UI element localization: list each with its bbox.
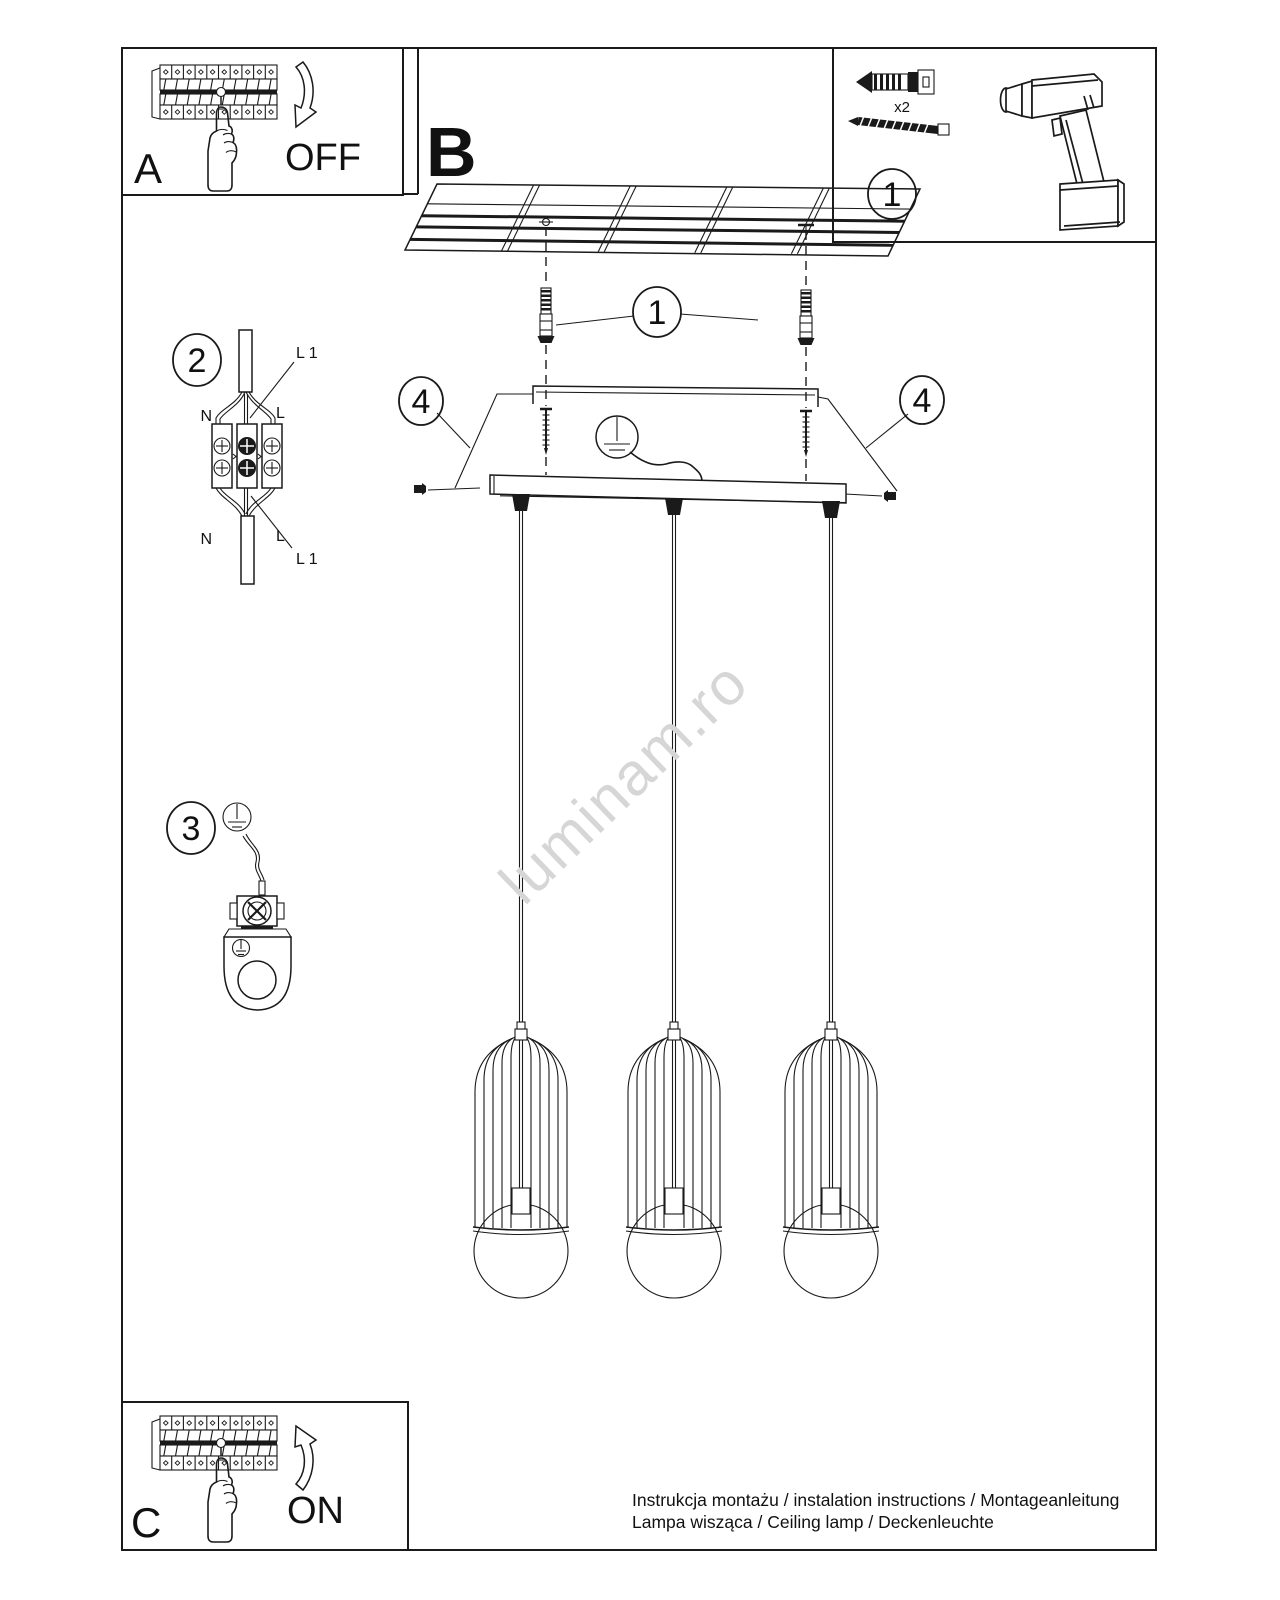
breaker-panel-icon [152,65,277,191]
ground-symbol-icon [223,803,251,831]
pendant-lamp [626,1022,722,1298]
l1-top-label: L 1 [296,345,318,362]
screw-icon [848,116,949,135]
wires-bottom [216,488,275,516]
side-screw-icon [845,490,896,502]
off-label: OFF [285,137,361,179]
ground-symbol-icon [596,416,638,458]
arrow-up-icon [295,1426,316,1490]
mounting-bracket [533,386,818,407]
pendant-lamp [473,1022,569,1298]
terminal-block-diagram [173,330,318,584]
cord-grip [822,501,840,518]
l-top-label: L [276,405,285,422]
cable [239,330,252,392]
watermark: luminam.ro [486,648,761,917]
callout-4-right-badge [866,376,944,448]
svg-text:4: 4 [912,382,932,420]
arrow-down-icon [295,62,316,127]
svg-text:2: 2 [187,342,207,380]
callout-3-badge [167,802,215,854]
callout-2-badge [173,334,221,386]
l1-top-leader [250,362,294,418]
drill-hole-mark [539,219,553,226]
side-screw-icon [414,483,480,495]
parts-box [833,48,1156,242]
ground-wire [243,834,265,895]
pendant-lamp [783,1022,879,1298]
l1-bottom-leader [251,496,292,548]
cord-grip [512,494,530,511]
wall-plug-icon [798,290,815,345]
svg-text:1: 1 [647,294,667,332]
guide-line-left [455,394,533,488]
mounting-screw-icon [540,409,552,455]
ground-wire-diagram [167,802,291,1010]
ceiling-drawing [405,184,920,256]
ground-wire [630,452,702,480]
footer-line-2: Lampa wisząca / Ceiling lamp / Deckenleuchte [632,1512,994,1532]
l1-bottom-label: L 1 [296,551,318,568]
power-on-panel [122,1402,408,1550]
drill-icon [1001,74,1125,230]
svg-text:4: 4 [411,383,431,421]
footer-line-1: Instrukcja montażu / instalation instructions / Montageanleitung [632,1490,1120,1510]
panel-c-label: C [131,1499,162,1546]
step-1-badge [868,169,916,219]
panel-a-label: A [134,145,163,192]
n-top-label: N [200,408,212,425]
section-b-label: B [426,113,477,191]
mounting-ring [224,929,291,1010]
guide-line-right [818,397,897,491]
on-label: ON [287,1490,344,1532]
wall-plug-icon [538,288,555,343]
svg-text:1: 1 [882,176,902,214]
footer-text [632,1490,1119,1532]
breaker-panel-icon [152,1416,277,1542]
anchor-qty-label: x2 [894,99,910,116]
l-bottom-label: L [276,528,285,545]
power-off-panel [122,48,418,195]
svg-text:3: 3 [181,810,201,848]
callout-4-left-badge [399,377,470,448]
wall-plug-icon [856,70,934,94]
cord-grip [665,498,683,515]
callout-1-badge [556,287,758,337]
mounting-screw-icon [800,411,812,457]
cable [241,516,254,584]
n-bottom-label: N [200,531,212,548]
